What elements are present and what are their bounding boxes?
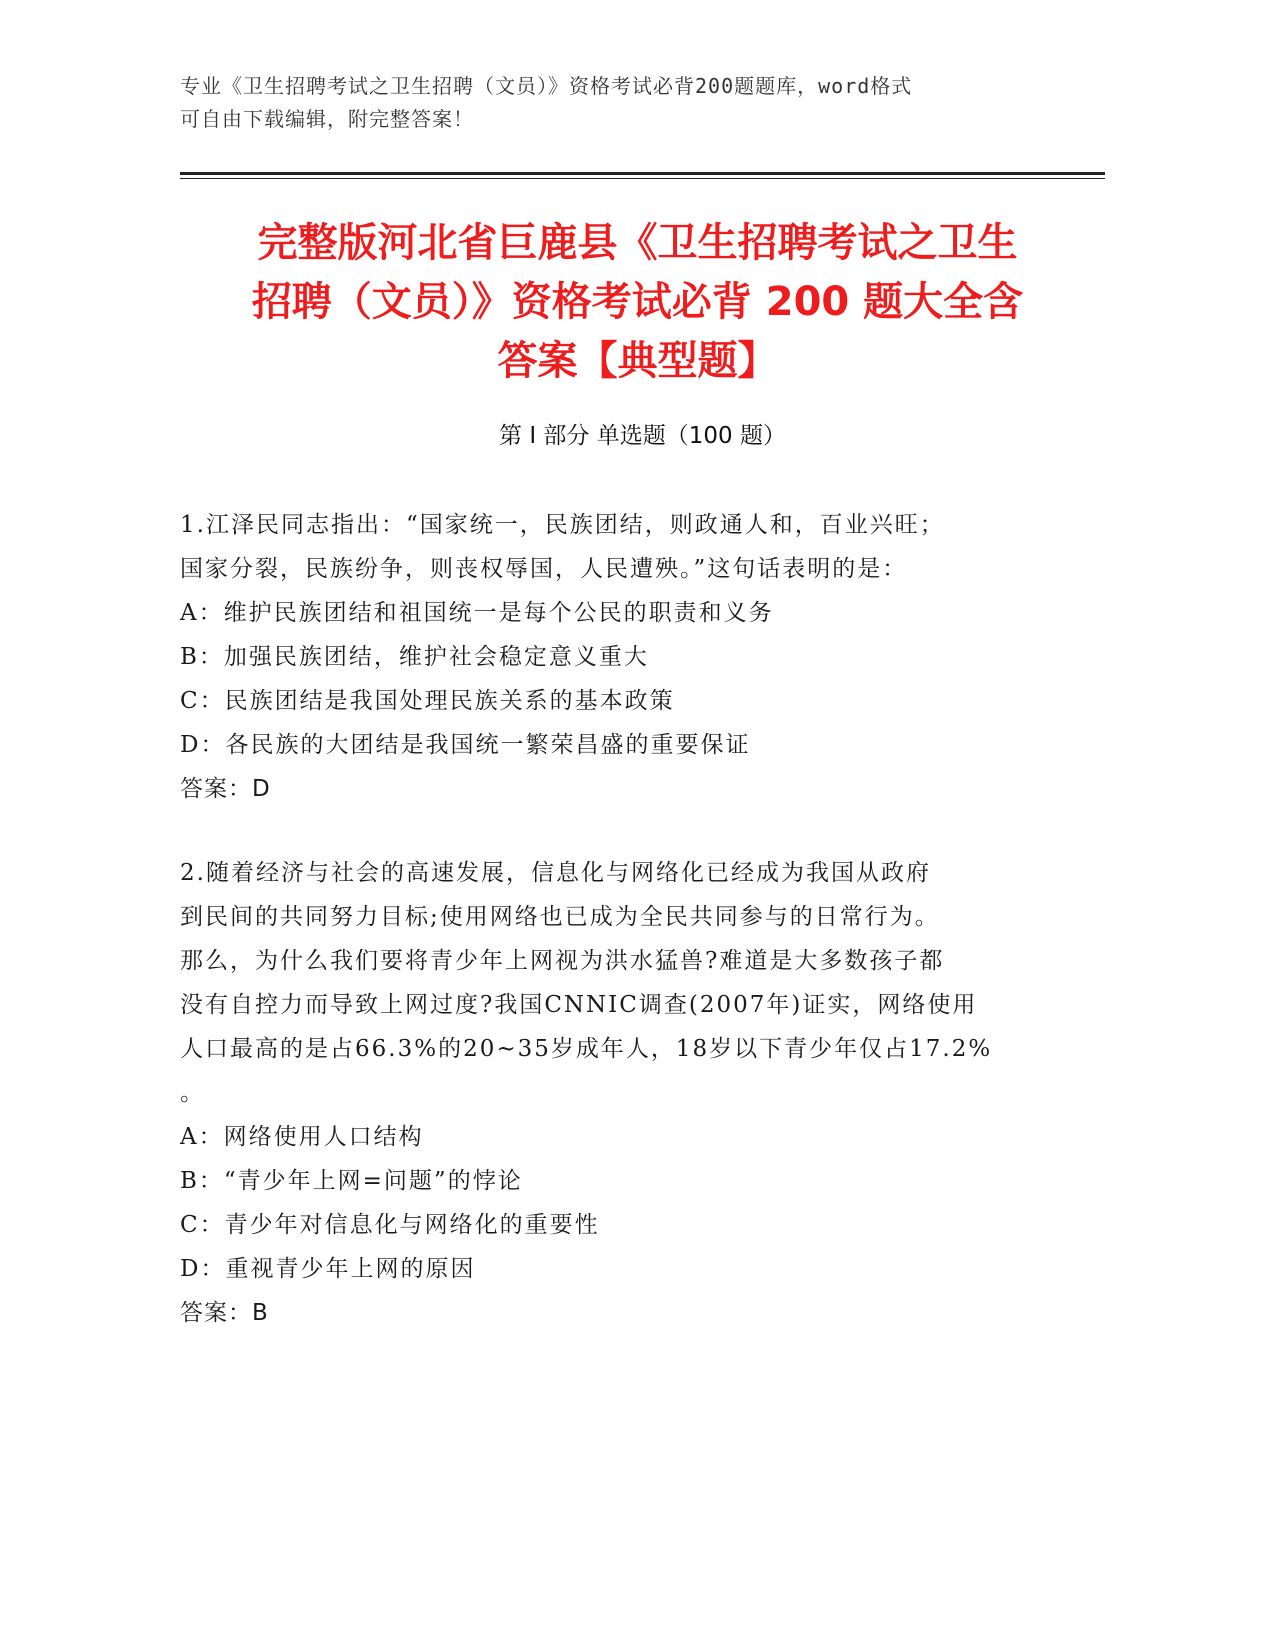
header-note <box>180 70 1040 136</box>
question-stem-line: 那么，为什么我们要将青少年上网视为洪水猛兽?难道是大多数孩子都 <box>180 948 945 974</box>
option-b: B：“青少年上网=问题”的悖论 <box>180 1168 523 1194</box>
question-1 <box>180 503 1040 811</box>
header-note-line-1: 专业《卫生招聘考试之卫生招聘（文员）》资格考试必背200题题库，word格式 <box>180 74 913 98</box>
option-d: D：各民族的大团结是我国统一繁荣昌盛的重要保证 <box>180 732 751 758</box>
option-d: D：重视青少年上网的原因 <box>180 1256 476 1282</box>
question-stem-line: 没有自控力而导致上网过度?我国CNNIC调查(2007年)证实，网络使用 <box>180 992 978 1018</box>
document-title-line-2: 招聘（文员）》资格考试必背 200 题大全含 <box>251 279 1024 325</box>
question-2 <box>180 851 1040 1335</box>
question-stem-line: 到民间的共同努力目标;使用网络也已成为全民共同参与的日常行为。 <box>180 904 940 930</box>
question-stem-line: 国家分裂，民族纷争，则丧权辱国，人民遭殃。”这句话表明的是： <box>180 556 908 582</box>
section-heading: 第 I 部分 单选题（100 题） <box>499 423 786 449</box>
document-title <box>170 214 1105 391</box>
header-divider-thin <box>180 178 1105 179</box>
option-c: C：青少年对信息化与网络化的重要性 <box>180 1212 600 1238</box>
option-a: A：网络使用人口结构 <box>180 1124 424 1150</box>
question-stem-line: 。 <box>180 1080 205 1106</box>
option-c: C：民族团结是我国处理民族关系的基本政策 <box>180 688 675 714</box>
option-a: A：维护民族团结和祖国统一是每个公民的职责和义务 <box>180 600 774 626</box>
header-note-line-2: 可自由下载编辑，附完整答案！ <box>180 107 474 131</box>
question-stem-line: 1.江泽民同志指出：“国家统一，民族团结，则政通人和，百业兴旺； <box>180 512 945 538</box>
answer-label: 答案：B <box>180 1300 269 1326</box>
option-b: B：加强民族团结，维护社会稳定意义重大 <box>180 644 649 670</box>
question-stem-line: 人口最高的是占66.3%的20~35岁成年人，18岁以下青少年仅占17.2% <box>180 1036 993 1062</box>
question-stem-line: 2.随着经济与社会的高速发展，信息化与网络化已经成为我国从政府 <box>180 860 931 886</box>
document-title-line-3: 答案【典型题】 <box>497 338 778 384</box>
document-title-line-1: 完整版河北省巨鹿县《卫生招聘考试之卫生 <box>257 220 1018 266</box>
header-divider-thick <box>180 172 1105 175</box>
answer-label: 答案：D <box>180 776 271 802</box>
